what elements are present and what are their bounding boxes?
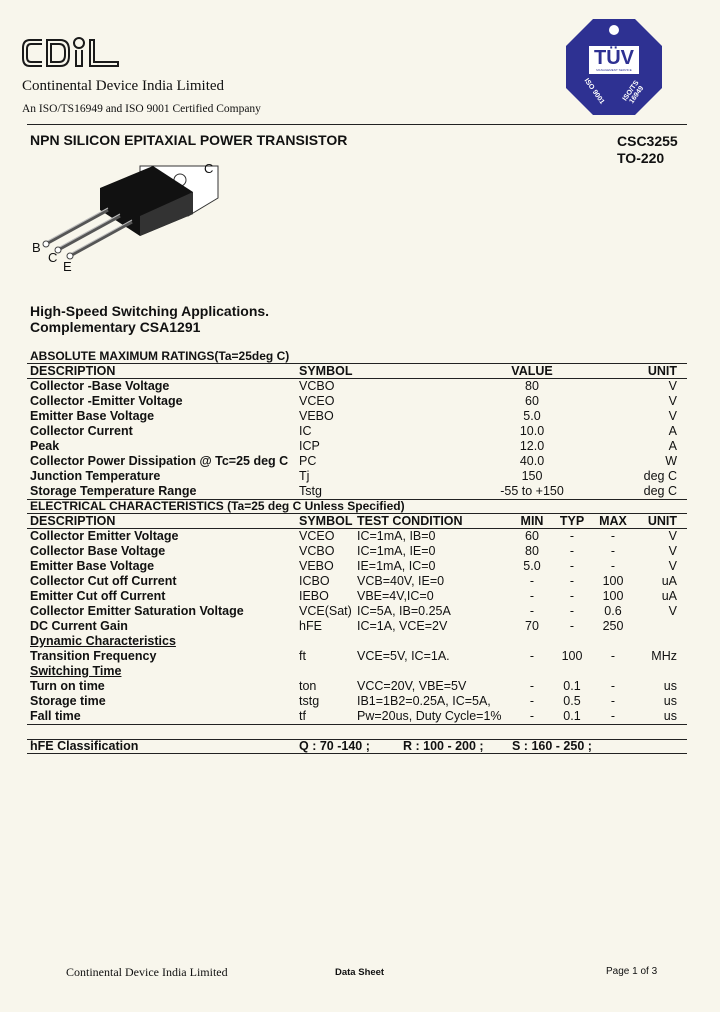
row-typ: 0.1 [563,679,581,693]
row-value: 5.0 [523,409,541,423]
row-symbol: VCEO [299,394,335,408]
row-description: Collector Current [30,424,133,438]
row-description: Emitter Base Voltage [30,559,155,573]
abs-max-row [0,454,720,469]
row-unit: MHz [651,649,677,663]
row-unit: deg C [643,484,677,498]
row-condition: IC=1mA, IB=0 [357,529,436,543]
row-description: Collector -Emitter Voltage [30,394,183,408]
row-unit: A [668,439,677,453]
row-typ: - [569,604,575,618]
header-typ: TYP [559,514,585,528]
elec-row [0,544,720,559]
row-value: 10.0 [519,424,545,438]
row-unit: uA [661,589,677,603]
row-min: 60 [525,529,539,543]
row-max: - [610,694,616,708]
row-max: - [610,649,616,663]
pin-label-c: C [48,250,58,265]
row-symbol: VCEO [299,529,335,543]
row-symbol: tf [299,709,306,723]
row-unit: V [668,529,677,543]
application-line-1: High-Speed Switching Applications. [30,303,270,319]
elec-header [0,514,720,529]
part-number: CSC3255 [617,133,678,149]
header-value: VALUE [511,364,553,378]
elec-row [0,649,720,664]
row-min: - [529,574,535,588]
switching-time-heading-text: Switching Time [30,664,122,678]
abs-max-row [0,424,720,439]
switching-time-heading [0,664,720,679]
row-min: - [529,589,535,603]
hfe-classification [0,739,720,754]
company-name: Continental Device India Limited [22,78,225,94]
row-value: 12.0 [519,439,545,453]
row-typ: 100 [561,649,583,663]
row-typ: - [569,529,575,543]
application-line-2: Complementary CSA1291 [30,319,201,335]
row-max: 100 [602,574,624,588]
row-description: Collector Cut off Current [30,574,177,588]
row-unit: us [663,694,677,708]
row-symbol: ft [299,649,306,663]
row-symbol: IC [299,424,312,438]
row-typ: - [569,589,575,603]
row-typ: - [569,544,575,558]
hfe-s: S : 160 - 250 ; [512,739,592,753]
row-typ: - [569,619,575,633]
row-condition: VCB=40V, IE=0 [357,574,445,588]
row-max: - [610,559,616,573]
header-unit: UNIT [647,514,677,528]
header-min: MIN [520,514,544,528]
abs-max-row [0,439,720,454]
row-min: - [529,649,535,663]
tuv-badge [565,18,663,116]
footer-data-sheet: Data Sheet [335,967,385,978]
row-description: Collector Power Dissipation @ Tc=25 deg C [30,454,289,468]
row-description: Collector Emitter Voltage [30,529,179,543]
row-condition: VCE=5V, IC=1A. [357,649,450,663]
row-symbol: VEBO [299,559,334,573]
header-description: DESCRIPTION [30,364,116,378]
elec-row [0,619,720,634]
hfe-q: Q : 70 -140 ; [299,739,370,753]
row-min: 70 [525,619,539,633]
row-symbol: VEBO [299,409,334,423]
row-symbol: ton [299,679,317,693]
badge-iso9001: ISO 9001 [582,77,606,106]
row-max: 100 [602,589,624,603]
product-type: NPN SILICON EPITAXIAL POWER TRANSISTOR [30,132,348,148]
tuv-small-text: MANAGEMENT SERVICE [596,68,632,72]
elec-row [0,529,720,544]
row-condition: IE=1mA, IC=0 [357,559,436,573]
header-symbol: SYMBOL [299,364,353,378]
row-min: - [529,604,535,618]
abs-max-row [0,469,720,484]
row-symbol: ICP [299,439,320,453]
badge-isots: ISO/TS 16949 [621,79,646,105]
elec-row [0,559,720,574]
row-min: 5.0 [523,559,541,573]
row-unit: V [668,409,677,423]
row-value: 40.0 [519,454,545,468]
elec-row [0,679,720,694]
dynamic-characteristics-heading [0,634,720,649]
header-symbol: SYMBOL [299,514,353,528]
abs-max-row [0,409,720,424]
row-unit: V [668,559,677,573]
row-unit: us [663,679,677,693]
divider [27,724,687,725]
row-description: Fall time [30,709,81,723]
row-unit: uA [661,574,677,588]
row-min: - [529,694,535,708]
elec-row [0,589,720,604]
company-logo [20,34,125,72]
row-description: Emitter Cut off Current [30,589,166,603]
pin-label-c-tab: C [204,161,214,176]
row-typ: 0.5 [563,694,581,708]
row-max: - [610,679,616,693]
row-symbol: ICBO [299,574,330,588]
row-unit: V [668,544,677,558]
row-description: Storage time [30,694,106,708]
to220-package-drawing [28,158,228,276]
abs-max-row [0,484,720,499]
row-description: Collector Emitter Saturation Voltage [30,604,244,618]
row-min: - [529,679,535,693]
row-symbol: VCBO [299,544,335,558]
row-description: Peak [30,439,60,453]
elec-row [0,574,720,589]
row-max: - [610,529,616,543]
row-condition: Pw=20us, Duty Cycle=1% [357,709,502,723]
header-unit: UNIT [647,364,677,378]
abs-max-row [0,394,720,409]
header-condition: TEST CONDITION [357,514,463,528]
row-symbol: IEBO [299,589,329,603]
row-description: Emitter Base Voltage [30,409,155,423]
hfe-label: hFE Classification [30,739,139,753]
row-typ: - [569,574,575,588]
row-min: - [529,709,535,723]
header-max: MAX [599,514,627,528]
header-description: DESCRIPTION [30,514,116,528]
elec-row [0,694,720,709]
footer-company: Continental Device India Limited [66,965,228,979]
row-value: 60 [525,394,539,408]
elec-row [0,604,720,619]
elec-title: ELECTRICAL CHARACTERISTICS (Ta=25 deg C Unless Specified) [30,499,405,513]
row-min: 80 [525,544,539,558]
row-description: Turn on time [30,679,105,693]
row-description: DC Current Gain [30,619,128,633]
row-symbol: Tj [299,469,310,483]
abs-max-title: ABSOLUTE MAXIMUM RATINGS(Ta=25deg C) [30,349,290,363]
row-value: -55 to +150 [500,484,564,498]
row-condition: IB1=1B2=0.25A, IC=5A, [357,694,491,708]
elec-row [0,709,720,724]
row-typ: - [569,559,575,573]
pin-label-b: B [32,240,41,255]
pin-label-e: E [63,259,72,274]
row-description: Collector Base Voltage [30,544,166,558]
row-max: - [610,709,616,723]
row-value: 150 [521,469,543,483]
package-name: TO-220 [617,150,665,166]
row-description: Collector -Base Voltage [30,379,170,393]
row-max: 250 [602,619,624,633]
tuv-text: TÜV [594,47,634,69]
row-typ: 0.1 [563,709,581,723]
row-unit: deg C [643,469,677,483]
row-value: 80 [525,379,539,393]
abs-max-header [0,364,720,379]
row-symbol: hFE [299,619,322,633]
abs-max-row [0,379,720,394]
row-condition: VBE=4V,IC=0 [357,589,434,603]
row-condition: IC=1A, VCE=2V [357,619,448,633]
divider [27,753,687,754]
hfe-r: R : 100 - 200 ; [403,739,484,753]
row-symbol: VCE(Sat) [299,604,352,618]
row-symbol: tstg [299,694,320,708]
row-unit: V [668,394,677,408]
row-symbol: Tstg [299,484,322,498]
row-description: Transition Frequency [30,649,157,663]
row-condition: IC=5A, IB=0.25A [357,604,451,618]
row-condition: IC=1mA, IE=0 [357,544,436,558]
row-symbol: VCBO [299,379,335,393]
row-unit: A [668,424,677,438]
certification-text: An ISO/TS16949 and ISO 9001 Certified Company [22,103,261,115]
row-description: Junction Temperature [30,469,161,483]
row-unit: us [663,709,677,723]
row-unit: V [668,379,677,393]
row-unit: W [665,454,677,468]
footer-page: Page 1 of 3 [606,966,658,977]
row-description: Storage Temperature Range [30,484,197,498]
row-unit: V [668,604,677,618]
header-divider [27,124,687,125]
row-max: 0.6 [604,604,622,618]
dynamic-characteristics-heading-text: Dynamic Characteristics [30,634,176,648]
row-max: - [610,544,616,558]
row-symbol: PC [299,454,317,468]
row-condition: VCC=20V, VBE=5V [357,679,467,693]
